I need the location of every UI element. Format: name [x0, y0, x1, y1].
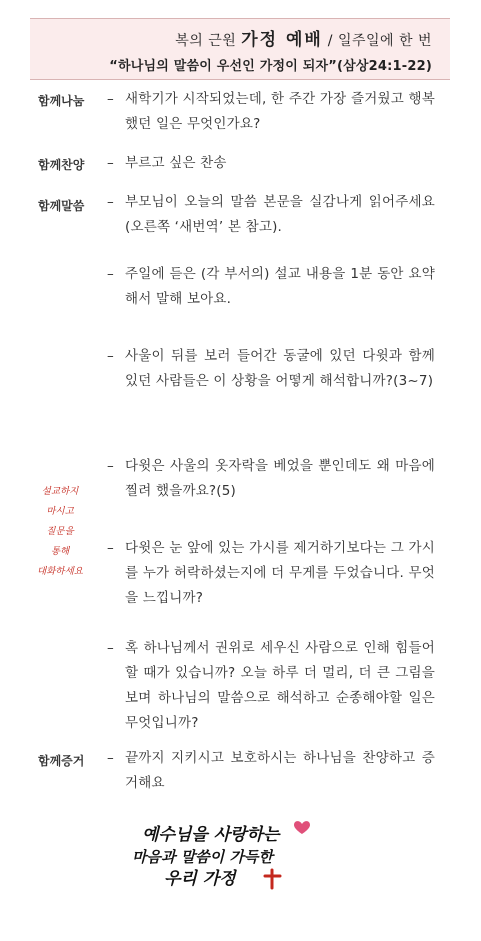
heart-icon	[294, 821, 310, 834]
list-item-word-6	[107, 636, 435, 736]
dash-marker: –	[107, 540, 114, 556]
dash-marker: –	[107, 266, 114, 282]
side-note	[30, 482, 90, 582]
dash-marker: –	[107, 750, 114, 766]
side-note-line: 통해	[50, 546, 70, 557]
side-note-line: 설교하지	[41, 486, 79, 497]
list-item-word-3	[107, 344, 435, 394]
list-item-praise-1	[107, 151, 435, 176]
section-label-word: 함께말씀	[38, 199, 85, 213]
header-prefix: 복의 근원	[175, 33, 237, 49]
calligraphy-logo	[122, 818, 322, 890]
dash-marker: –	[107, 91, 114, 107]
side-note-line: 대화하세요	[37, 566, 83, 577]
calligraphy-line: 예수님을 사랑하는	[142, 825, 280, 845]
item-text: 새학기가 시작되었는데, 한 주간 가장 즐거웠고 행복했던 일은 무엇인가요?	[125, 91, 435, 132]
header-title: 가정 예배	[241, 30, 323, 50]
calligraphy-line: 마음과 말씀이 가득한	[132, 848, 273, 866]
header-banner	[30, 18, 450, 80]
list-item-word-1	[107, 190, 435, 240]
list-item-word-4	[107, 454, 435, 504]
list-item-witness-1	[107, 746, 435, 796]
section-label-praise: 함께찬양	[38, 158, 85, 172]
section-label-fellowship: 함께나눔	[38, 94, 85, 108]
item-text: 다윗은 사울의 옷자락을 베었을 뿐인데도 왜 마음에 찔려 했을까요?(5)	[125, 458, 435, 499]
item-text: 다윗은 눈 앞에 있는 가시를 제거하기보다는 그 가시를 누가 허락하셨는지에 더 무게를 두었습니다. 무엇을 느낍니까?	[125, 540, 435, 606]
item-text: 끝까지 지키시고 보호하시는 하나님을 찬양하고 증거해요	[125, 750, 435, 791]
list-item-word-5	[107, 536, 435, 611]
dash-marker: –	[107, 458, 114, 474]
header-subtitle: “하나님의 말씀이 우선인 가정이 되자”(삼상24:1-22)	[109, 59, 432, 74]
section-label-witness: 함께증거	[38, 754, 85, 768]
dash-marker: –	[107, 155, 114, 171]
item-text: 주일에 듣은 (각 부서의) 설교 내용을 1분 동안 요약해서 말해 보아요.	[125, 266, 435, 307]
header-suffix: / 일주일에 한 번	[327, 33, 432, 49]
item-text: 사울이 뒤를 보러 들어간 동굴에 있던 다윗과 함께 있던 사람들은 이 상황을 어떻게 해석합니까?(3~7)	[125, 348, 435, 389]
dash-marker: –	[107, 194, 114, 210]
item-text: 혹 하나님께서 권위로 세우신 사람으로 인해 힘들어할 때가 있습니까? 오늘 하루 더 멀리, 더 큰 그림을 보며 하나님의 말씀으로 해석하고 순종해야할 일은 무엇입니까?	[125, 640, 435, 731]
cross-icon	[265, 870, 280, 888]
dash-marker: –	[107, 640, 114, 656]
calligraphy-line: 우리 가정	[164, 869, 236, 889]
side-note-line: 질문을	[46, 526, 74, 537]
list-item-fellowship-1	[107, 87, 435, 137]
item-text: 부르고 싶은 찬송	[125, 155, 227, 171]
list-item-word-2	[107, 262, 435, 312]
header-line-1	[175, 25, 432, 50]
dash-marker: –	[107, 348, 114, 364]
item-text: 부모님이 오늘의 말씀 본문을 실감나게 읽어주세요(오른쪽 ‘새번역’ 본 참고).	[125, 194, 435, 235]
side-note-line: 마시고	[46, 506, 74, 517]
